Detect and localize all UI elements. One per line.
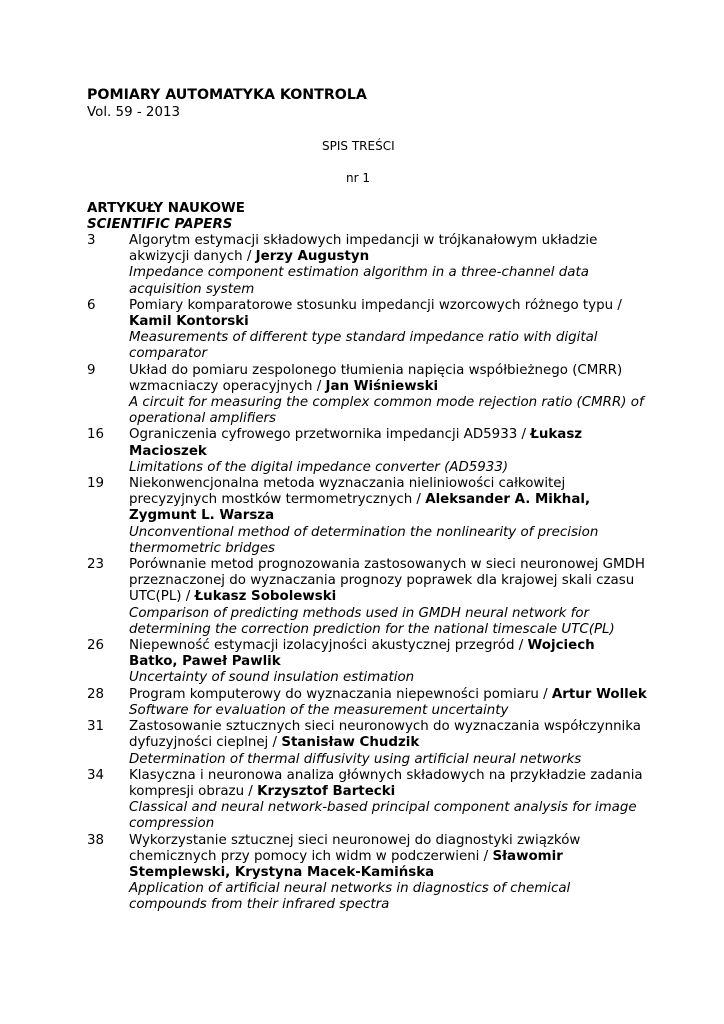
entry-page-number: 16 bbox=[87, 427, 105, 443]
entry-body bbox=[129, 768, 647, 833]
toc-entry bbox=[87, 363, 647, 428]
entry-title-pl: Układ do pomiaru zespolonego tłumienia napięcia współbieżnego (CMRR) wzmacniaczy operacyjnych / bbox=[129, 362, 623, 394]
toc-entry bbox=[87, 833, 647, 914]
entry-title-en: Determination of thermal diffusivity using artificial neural networks bbox=[129, 751, 582, 767]
section-title: ARTYKUŁY NAUKOWE bbox=[87, 201, 245, 216]
entry-body bbox=[129, 833, 647, 914]
toc-entry bbox=[87, 768, 647, 833]
entry-page-number: 26 bbox=[87, 638, 105, 654]
entry-title-en: Uncertainty of sound insulation estimation bbox=[129, 670, 415, 686]
entry-title-pl: Algorytm estymacji składowych impedancji w trójkanałowym układzie akwizycji danych / bbox=[129, 233, 598, 265]
entry-authors: Jan Wiśniewski bbox=[325, 378, 439, 394]
entry-title-pl: Klasyczna i neuronowa analiza głównych składowych na przykładzie zadania kompresji obrazu / bbox=[129, 767, 643, 799]
entry-authors: Wojciech Batko, Paweł Pawlik bbox=[129, 638, 595, 670]
entry-page-number: 28 bbox=[87, 686, 105, 702]
entry-body bbox=[129, 719, 647, 768]
entry-title-en: Software for evaluation of the measurement uncertainty bbox=[129, 702, 509, 718]
entry-title-pl: Zastosowanie sztucznych sieci neuronowych do wyznaczania współczynnika dyfuzyjności cieplnej / bbox=[129, 719, 642, 751]
entry-body bbox=[129, 557, 647, 638]
entry-body bbox=[129, 363, 647, 428]
entry-page-number: 9 bbox=[87, 362, 96, 378]
entry-page-number: 38 bbox=[87, 832, 105, 848]
entry-title-pl: Niepewność estymacji izolacyjności akustycznej przegród / bbox=[129, 638, 528, 654]
issue-number: nr 1 bbox=[346, 171, 370, 185]
entry-title-en: A circuit for measuring the complex common mode rejection ratio (CMRR) of operational amplifiers bbox=[129, 395, 644, 427]
entry-authors: Krzysztof Bartecki bbox=[257, 783, 396, 799]
entry-title-en: Impedance component estimation algorithm in a three-channel data acquisition system bbox=[129, 265, 589, 297]
entry-title-en: Application of artificial neural networks in diagnostics of chemical compounds from their infrared spectra bbox=[129, 881, 571, 913]
toc-entry bbox=[87, 476, 647, 557]
toc-entry bbox=[87, 638, 647, 687]
entry-body bbox=[129, 476, 647, 557]
entry-title-en: Limitations of the digital impedance converter (AD5933) bbox=[129, 459, 509, 475]
entry-title-en: Unconventional method of determination the nonlinearity of precision thermometric bridges bbox=[129, 524, 599, 556]
entry-authors: Łukasz Macioszek bbox=[129, 427, 583, 459]
entry-title-en: Comparison of predicting methods used in GMDH neural network for determining the correction prediction for the national timescale UTC(PL) bbox=[129, 605, 615, 637]
toc-entry bbox=[87, 233, 647, 298]
entry-authors: Stanisław Chudzik bbox=[281, 735, 420, 751]
entry-body bbox=[129, 687, 647, 719]
entry-authors: Łukasz Sobolewski bbox=[194, 589, 337, 605]
entry-authors: Aleksander A. Mikhal, Zygmunt L. Warsza bbox=[129, 492, 591, 524]
entry-title-pl: Pomiary komparatorowe stosunku impedancji wzorcowych różnego typu / bbox=[129, 297, 622, 313]
entry-page-number: 23 bbox=[87, 557, 105, 573]
entry-body bbox=[129, 298, 647, 363]
entry-title-en: Classical and neural network-based principal component analysis for image compression bbox=[129, 800, 637, 832]
entry-title-pl: Niekonwencjonalna metoda wyznaczania nieliniowości całkowitej precyzyjnych mostków termometrycznych / bbox=[129, 476, 566, 508]
entry-authors: Artur Wollek bbox=[551, 686, 647, 702]
entry-body bbox=[129, 427, 647, 476]
entry-body bbox=[129, 233, 647, 298]
entry-authors: Jerzy Augustyn bbox=[255, 249, 370, 265]
toc-entry bbox=[87, 687, 647, 719]
entry-page-number: 31 bbox=[87, 719, 105, 735]
entry-body bbox=[129, 638, 647, 687]
entry-title-pl: Porównanie metod prognozowania zastosowanych w sieci neuronowej GMDH przeznaczonej do wyznaczania prognozy poprawek dla krajowej skali czasu UTC(PL) / bbox=[129, 557, 645, 605]
entry-title-en: Measurements of different type standard impedance ratio with digital comparator bbox=[129, 330, 598, 362]
toc-entries bbox=[87, 233, 647, 914]
entry-title-pl: Ograniczenia cyfrowego przetwornika impedancji AD5933 / bbox=[129, 427, 531, 443]
toc-entry bbox=[87, 719, 647, 768]
volume-line: Vol. 59 - 2013 bbox=[87, 105, 181, 120]
toc-entry bbox=[87, 298, 647, 363]
entry-page-number: 6 bbox=[87, 297, 96, 313]
entry-title-pl: Wykorzystanie sztucznej sieci neuronowej do diagnostyki związków chemicznych przy pomocy ich widm w podczerwieni / bbox=[129, 832, 581, 864]
toc-entry bbox=[87, 557, 647, 638]
entry-title-pl: Program komputerowy do wyznaczania niepewności pomiaru / bbox=[129, 686, 552, 702]
entry-page-number: 3 bbox=[87, 233, 96, 248]
journal-title: POMIARY AUTOMATYKA KONTROLA bbox=[87, 87, 367, 103]
entry-page-number: 19 bbox=[87, 476, 105, 492]
entry-page-number: 34 bbox=[87, 767, 105, 783]
entry-authors: Sławomir Stemplewski, Krystyna Macek-Kamińska bbox=[129, 848, 563, 880]
section-subtitle: SCIENTIFIC PAPERS bbox=[87, 217, 233, 232]
entry-authors: Kamil Kontorski bbox=[129, 314, 249, 330]
toc-label: SPIS TREŚCI bbox=[322, 139, 395, 153]
toc-entry bbox=[87, 427, 647, 476]
